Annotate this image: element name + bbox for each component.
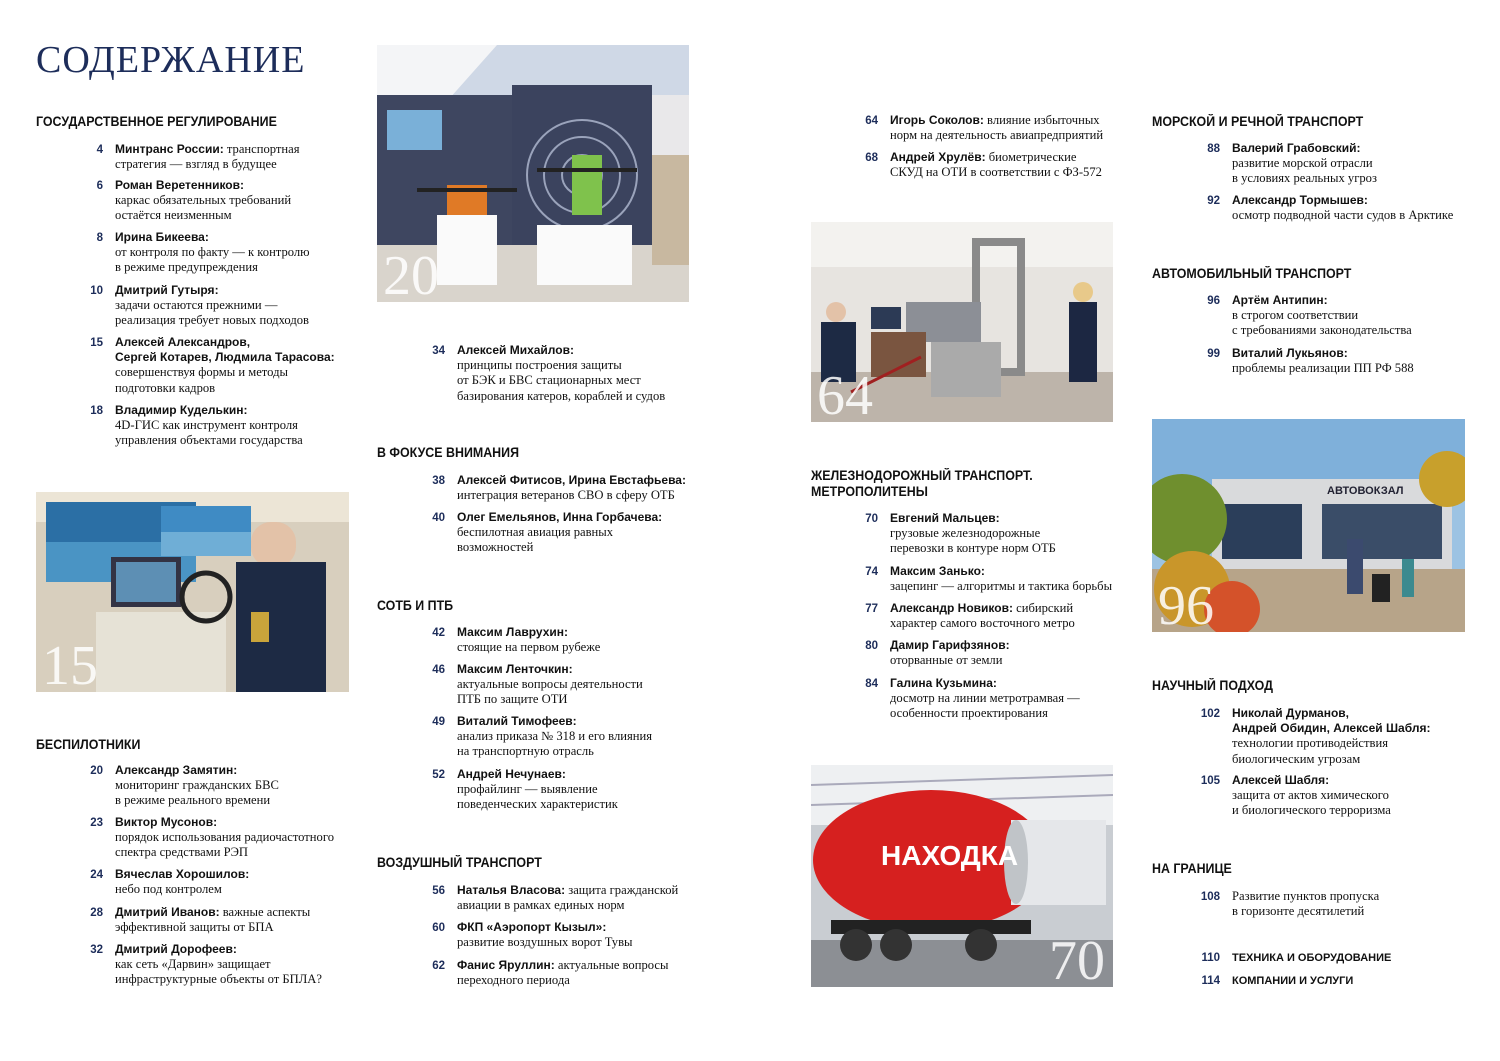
toc-text: осмотр подводной части судов в Арктике [1232,208,1454,223]
page-number: 46 [432,664,445,676]
page-number: 80 [865,640,878,652]
toc-author: Виктор Мусонов: [115,815,218,829]
page-number: 38 [432,475,445,487]
toc-section-title: ТЕХНИКА И ОБОРУДОВАНИЕ [1232,952,1392,964]
toc-author: Виталий Тимофеев: [457,714,577,728]
toc-author: Максим Ленточкин: [457,662,573,676]
toc-text: зацепинг — алгоритмы и тактика борьбы [890,579,1113,594]
station-lettering: АВТОВОКЗАЛ [1327,485,1404,497]
toc-text: развитие воздушных ворот Тувы [457,935,633,950]
page-number: 15 [90,337,103,349]
toc-text: принципы построения защиты от БЭК и БВС стационарных мест базирования катеров, кораблей и судов [457,358,666,403]
toc-text: защита от актов химического и биологического терроризма [1232,788,1391,818]
toc-author: Виталий Лукьянов: [1232,346,1348,360]
page-number: 60 [432,922,445,934]
toc-text: сибирский характер самого восточного метро [890,601,1075,631]
toc-author: Наталья Власова: [457,883,566,897]
toc-text: развитие морской отрасли в условиях реальных угроз [1232,156,1377,186]
page-number: 110 [1201,952,1220,964]
toc-author: Максим Лаврухин: [457,625,568,639]
toc-author: Дмитрий Дорофеев: [115,942,237,956]
page-number: 84 [865,678,878,690]
wagon-lettering: НАХОДКА [881,840,1019,871]
toc-text: защита гражданской авиации в рамках единых норм [457,883,679,913]
page-number: 20 [90,765,103,777]
page-number: 42 [432,627,445,639]
page-number: 68 [865,152,878,164]
toc-text: как сеть «Дарвин» защищает инфраструктурные объекты от БПЛА? [115,957,322,987]
toc-text: мониторинг гражданских БВС в режиме реального времени [115,778,279,808]
photo-page-number: 70 [1049,930,1105,987]
page-number: 18 [90,405,103,417]
toc-author: ФКП «Аэропорт Кызыл»: [457,920,607,934]
page-number: 105 [1200,775,1220,787]
page-number: 56 [432,885,445,897]
photo-security-checkpoint [811,222,1113,422]
toc-author: Алексей Михайлов: [457,343,574,357]
toc-text: актуальные вопросы переходного периода [457,958,669,988]
toc-text: небо под контролем [115,882,222,897]
toc-author: Александр Новиков: [890,601,1013,615]
toc-author: Алексей Шабля: [1232,773,1330,787]
section-heading-fokus: В ФОКУСЕ ВНИМАНИЯ [377,445,520,460]
toc-author: Алексей Фитисов, Ирина Евстафьева: [457,473,686,487]
toc-text: совершенствуя формы и методы подготовки кадров [115,365,288,395]
toc-author: Андрей Нечунаев: [457,767,566,781]
page-number: 24 [90,869,103,881]
toc-author: Алексей Александров, Сергей Котарев, Людмила Тарасова: [115,335,335,365]
section-heading-sotb: СОТБ И ПТБ [377,598,454,613]
page-number: 88 [1207,143,1220,155]
toc-author: Ирина Бикеева: [115,230,209,244]
toc-text: технологии противодействия биологическим угрозам [1232,736,1388,766]
section-heading-zhd: ЖЕЛЕЗНОДОРОЖНЫЙ ТРАНСПОРТ. МЕТРОПОЛИТЕНЫ [811,468,1033,499]
page-number: 114 [1201,975,1220,987]
page-number: 96 [1207,295,1220,307]
toc-author: Евгений Мальцев: [890,511,1000,525]
page-number: 64 [865,115,878,127]
section-heading-nauch: НАУЧНЫЙ ПОДХОД [1152,678,1274,693]
page-number: 92 [1207,195,1220,207]
page-number: 52 [432,769,445,781]
toc-author: Олег Емельянов, Инна Горбачева: [457,510,663,524]
toc-text: интеграция ветеранов СВО в сферу ОТБ [457,488,675,503]
page-number: 108 [1200,891,1220,903]
toc-text: актуальные вопросы деятельности ПТБ по защите ОТИ [457,677,643,707]
section-heading-vozd: ВОЗДУШНЫЙ ТРАНСПОРТ [377,855,542,870]
photo-exhibition [377,45,689,302]
toc-author: Минтранс России: [115,142,224,156]
section-heading-gran: НА ГРАНИЦЕ [1152,861,1232,876]
section-heading-bpla: БЕСПИЛОТНИКИ [36,737,141,752]
page-number: 70 [865,513,878,525]
toc-text: транспортная стратегия — взгляд в будущее [115,142,300,172]
page-number: 6 [96,180,103,192]
toc-text: важные аспекты эффективной защиты от БПА [115,905,311,935]
page-number: 23 [90,817,103,829]
page-number: 10 [90,285,103,297]
toc-text: в строгом соответствии с требованиями законодательства [1232,308,1412,338]
page-number: 32 [90,944,103,956]
toc-author: Галина Кузьмина: [890,676,997,690]
toc-text: профайлинг — выявление поведенческих характеристик [457,782,618,812]
photo-page-number: 96 [1158,575,1214,632]
toc-text: проблемы реализации ПП РФ 588 [1232,361,1414,376]
page-number: 77 [865,603,878,615]
photo-bus-station [1152,419,1465,632]
toc-author: Николай Дурманов, Андрей Обидин, Алексей Шабля: [1232,706,1431,736]
toc-author: Артём Антипин: [1232,293,1328,307]
toc-text: биометрические СКУД на ОТИ в соответствии с ФЗ-572 [890,150,1102,180]
page-number: 8 [96,232,103,244]
page-number: 34 [432,345,445,357]
page-number: 49 [432,716,445,728]
photo-page-number: 15 [42,635,98,692]
toc-author: Дмитрий Иванов: [115,905,220,919]
page-number: 102 [1200,708,1220,720]
photo-page-number: 20 [383,245,439,302]
toc-text: от контроля по факту — к контролю в режиме предупреждения [115,245,310,275]
toc-author: Александр Тормышев: [1232,193,1368,207]
photo-page-number: 64 [817,365,873,422]
toc-author: Дмитрий Гутыря: [115,283,219,297]
toc-author: Александр Замятин: [115,763,238,777]
toc-section-title: КОМПАНИИ И УСЛУГИ [1232,975,1354,987]
page-number: 74 [865,566,878,578]
toc-author: Максим Занько: [890,564,985,578]
toc-author: Вячеслав Хорошилов: [115,867,250,881]
toc-text: задачи остаются прежними — реализация требует новых подходов [115,298,309,328]
section-heading-mor: МОРСКОЙ И РЕЧНОЙ ТРАНСПОРТ [1152,114,1364,129]
toc-author: Валерий Грабовский: [1232,141,1361,155]
toc-author: Дамир Гарифзянов: [890,638,1010,652]
section-heading-avto: АВТОМОБИЛЬНЫЙ ТРАНСПОРТ [1152,266,1352,281]
toc-author: Владимир Куделькин: [115,403,248,417]
toc-text: влияние избыточных норм на деятельность авиапредприятий [890,113,1104,143]
toc-text: Развитие пунктов пропуска в горизонте десятилетий [1232,889,1380,919]
photo-tank-wagon [811,765,1113,987]
page-number: 62 [432,960,445,972]
page-number: 40 [432,512,445,524]
page-number: 4 [96,144,103,156]
toc-text: каркас обязательных требований остаётся неизменным [115,193,292,223]
toc-text: порядок использования радиочастотного спектра средствами РЭП [115,830,334,860]
page-title: СОДЕРЖАНИЕ [36,39,306,81]
toc-author: Роман Веретенников: [115,178,245,192]
toc-text: стоящие на первом рубеже [457,640,601,655]
toc-text: оторванные от земли [890,653,1003,668]
toc-text: досмотр на линии метротрамвая — особенности проектирования [890,691,1080,721]
page-number: 28 [90,907,103,919]
toc-text: анализ приказа № 318 и его влияния на транспортную отрасль [457,729,653,759]
section-heading-gos: ГОСУДАРСТВЕННОЕ РЕГУЛИРОВАНИЕ [36,114,277,129]
page-number: 99 [1207,348,1220,360]
toc-text: 4D-ГИС как инструмент контроля управления объектами государства [115,418,303,448]
toc-author: Фанис Яруллин: [457,958,555,972]
photo-simulator [36,492,349,692]
toc-author: Игорь Соколов: [890,113,984,127]
toc-text: беспилотная авиация равных возможностей [457,525,614,555]
toc-author: Андрей Хрулёв: [890,150,986,164]
toc-text: грузовые железнодорожные перевозки в контуре норм ОТБ [890,526,1056,556]
